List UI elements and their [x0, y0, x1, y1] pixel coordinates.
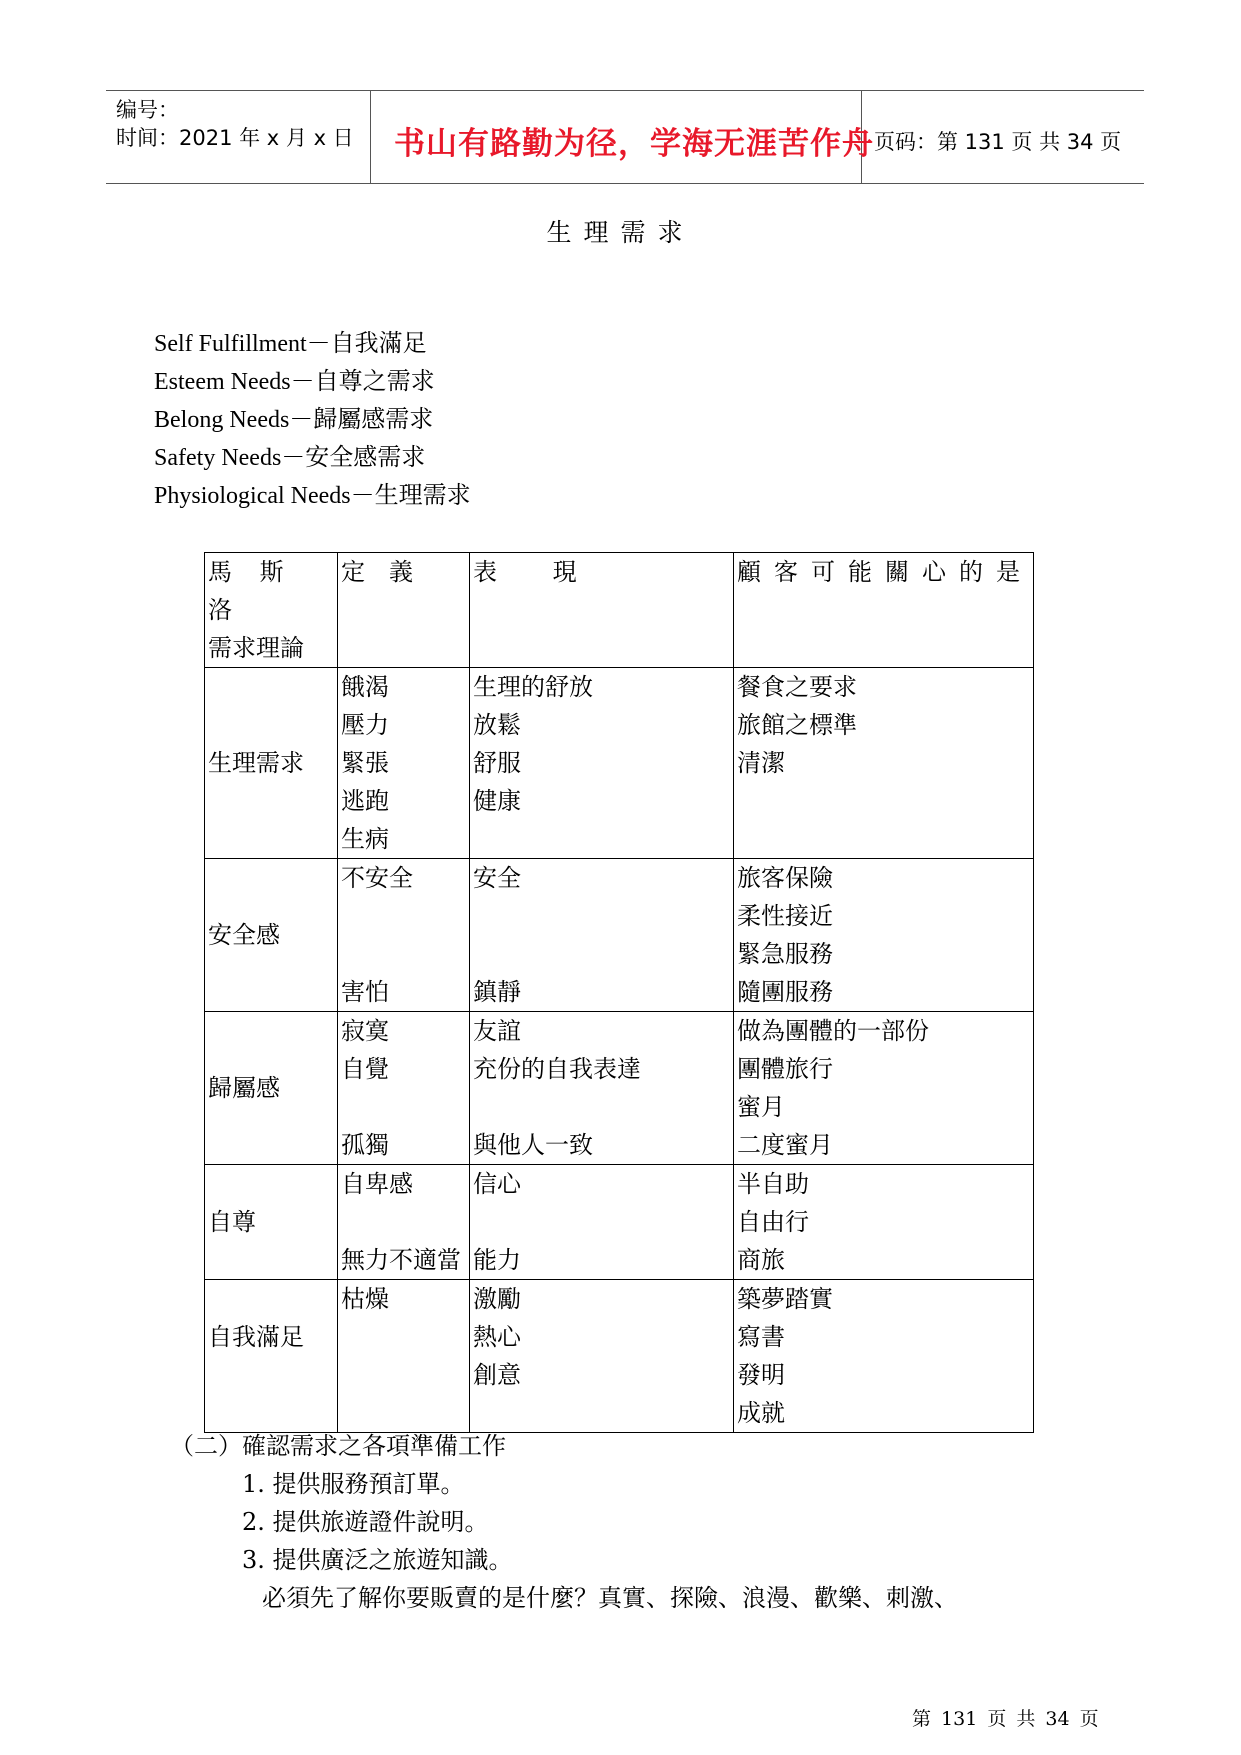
table-row — [205, 668, 1034, 859]
cell-line: 創意 — [473, 1361, 521, 1389]
list-item: 1. 提供服務預訂單。 — [242, 1470, 465, 1498]
cell-line: 緊張 — [341, 749, 389, 777]
list-item: Esteem Needs－自尊之需求 — [154, 369, 435, 395]
header-cell-expression: 表 現 — [470, 553, 734, 668]
cell-line: 旅客保險 — [737, 864, 833, 892]
table-cell-need: 歸屬感 — [205, 1012, 338, 1165]
cell-line: 成就 — [737, 1399, 785, 1427]
table-cell-need: 自尊 — [205, 1165, 338, 1280]
header-bottom-rule — [106, 183, 1144, 184]
cell-line: 半自助 — [737, 1170, 809, 1198]
cell-line: 餐食之要求 — [737, 673, 857, 701]
cell-line: 壓力 — [341, 711, 389, 739]
table-cell-expression — [470, 668, 734, 859]
table-cell-definition — [338, 1280, 470, 1433]
cell-line: 放鬆 — [473, 711, 521, 739]
cell-line: 團體旅行 — [737, 1055, 833, 1083]
header-number: 编号： — [116, 98, 179, 122]
list-item: Belong Needs－歸屬感需求 — [154, 407, 434, 433]
cell-line: 不安全 — [341, 864, 413, 892]
header-cell-text: 需求理論 — [208, 634, 304, 662]
cell-spacer — [208, 1280, 337, 1318]
header-top-rule — [106, 90, 1144, 91]
cell-line — [473, 935, 733, 973]
cell-line: 商旅 — [737, 1246, 785, 1274]
preparation-section — [170, 1427, 958, 1617]
table-cell-concern — [734, 1012, 1034, 1165]
cell-line: 緊急服務 — [737, 940, 833, 968]
cell-line: 與他人一致 — [473, 1131, 593, 1159]
cell-line — [341, 1356, 469, 1394]
cell-line: 能力 — [473, 1246, 521, 1274]
cell-line: 自我滿足 — [208, 1323, 304, 1351]
cell-line — [473, 1203, 733, 1241]
cell-line: 柔性接近 — [737, 902, 833, 930]
table-row — [205, 859, 1034, 1012]
cell-line: 餓渴 — [341, 673, 389, 701]
list-item: Physiological Needs－生理需求 — [154, 483, 471, 509]
header-page: 页码：第 131 页 共 34 页 — [874, 130, 1122, 154]
header-time: 时间：2021 年 x 月 x 日 — [116, 126, 354, 150]
cell-line: 隨團服務 — [737, 978, 833, 1006]
cell-line: 自由行 — [737, 1208, 809, 1236]
header-cell-theory — [205, 553, 338, 668]
cell-line: 做為團體的一部份 — [737, 1017, 929, 1045]
table-cell-need — [205, 1280, 338, 1433]
cell-line: 蜜月 — [737, 1093, 785, 1121]
cell-line — [341, 1203, 469, 1241]
table-cell-expression — [470, 1165, 734, 1280]
cell-line — [473, 820, 733, 858]
table-cell-expression — [470, 1280, 734, 1433]
cell-line: 熱心 — [473, 1323, 521, 1351]
cell-line: 清潔 — [737, 749, 785, 777]
maslow-table — [204, 552, 1034, 1433]
cell-line: 旅館之標準 — [737, 711, 857, 739]
cell-line — [341, 1318, 469, 1356]
cell-line: 無力不適當 — [341, 1246, 461, 1274]
cell-line: 孤獨 — [341, 1131, 389, 1159]
cell-line: 友誼 — [473, 1017, 521, 1045]
cell-line: 築夢踏實 — [737, 1285, 833, 1313]
table-cell-definition — [338, 1165, 470, 1280]
page-footer: 第 131 页 共 34 页 — [912, 1708, 1099, 1730]
table-cell-need: 生理需求 — [205, 668, 338, 859]
cell-line — [341, 897, 469, 935]
list-item: Self Fulfillment－自我滿足 — [154, 331, 427, 357]
header-cell-concern: 顧客可能關心的是 — [734, 553, 1034, 668]
table-cell-concern — [734, 1165, 1034, 1280]
list-item: 2. 提供旅遊證件說明。 — [242, 1508, 489, 1536]
cell-line: 健康 — [473, 787, 521, 815]
table-cell-expression — [470, 1012, 734, 1165]
paragraph: 必須先了解你要販賣的是什麼？真實、探險、浪漫、歡樂、刺激、 — [262, 1584, 958, 1612]
cell-line — [341, 935, 469, 973]
table-cell-need: 安全感 — [205, 859, 338, 1012]
page-title: 生理需求 — [546, 218, 695, 247]
cell-line: 激勵 — [473, 1285, 521, 1313]
cell-line: 信心 — [473, 1170, 521, 1198]
cell-line: 生病 — [341, 825, 389, 853]
cell-line: 逃跑 — [341, 787, 389, 815]
cell-line — [473, 1088, 733, 1126]
table-cell-concern — [734, 859, 1034, 1012]
cell-line: 枯燥 — [341, 1285, 389, 1313]
cell-line — [737, 782, 1033, 820]
table-row — [205, 1280, 1034, 1433]
cell-line: 發明 — [737, 1361, 785, 1389]
cell-line — [473, 897, 733, 935]
cell-line — [341, 1088, 469, 1126]
cell-line: 寂寞 — [341, 1017, 389, 1045]
section-heading: （二）確認需求之各項準備工作 — [170, 1432, 506, 1460]
list-item: Safety Needs－安全感需求 — [154, 445, 426, 471]
cell-line: 鎮靜 — [473, 978, 521, 1006]
table-cell-expression — [470, 859, 734, 1012]
table-cell-definition — [338, 668, 470, 859]
table-cell-concern — [734, 1280, 1034, 1433]
cell-line: 安全 — [473, 864, 521, 892]
cell-line: 生理的舒放 — [473, 673, 593, 701]
cell-line: 害怕 — [341, 978, 389, 1006]
cell-line: 充份的自我表達 — [473, 1055, 641, 1083]
cell-line — [737, 820, 1033, 858]
cell-line: 舒服 — [473, 749, 521, 777]
table-cell-definition — [338, 1012, 470, 1165]
cell-line: 自覺 — [341, 1055, 389, 1083]
table-header-row — [205, 553, 1034, 668]
cell-line: 自卑感 — [341, 1170, 413, 1198]
needs-list — [154, 325, 471, 515]
table-cell-definition — [338, 859, 470, 1012]
header-cell-definition: 定 義 — [338, 553, 470, 668]
table-row — [205, 1012, 1034, 1165]
header-cell-text: 馬 斯 洛 — [208, 558, 294, 624]
table-cell-concern — [734, 668, 1034, 859]
list-item: 3. 提供廣泛之旅遊知識。 — [242, 1546, 513, 1574]
table-row — [205, 1165, 1034, 1280]
header-motto: 书山有路勤为径，学海无涯苦作舟 — [394, 126, 874, 162]
cell-line: 二度蜜月 — [737, 1131, 833, 1159]
header-divider-left — [370, 90, 371, 183]
cell-line: 寫書 — [737, 1323, 785, 1351]
